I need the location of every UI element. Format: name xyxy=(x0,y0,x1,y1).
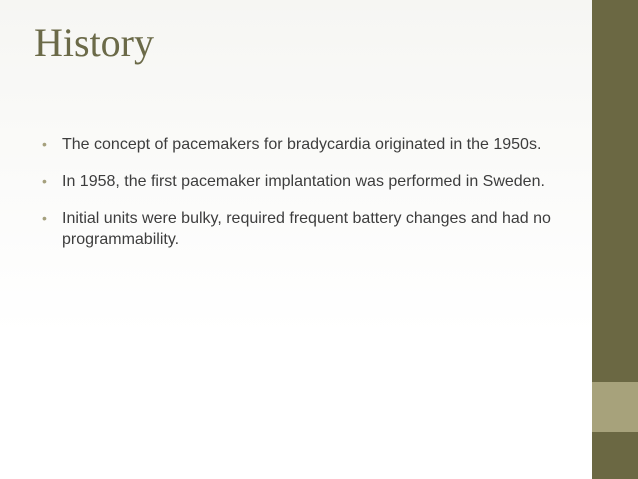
bullet-text: Initial units were bulky, required frequent battery changes and had no programmability. xyxy=(62,210,551,248)
slide-title: History xyxy=(34,20,154,65)
side-accent-block xyxy=(592,382,638,432)
bullet-dot-icon: • xyxy=(42,173,47,189)
bullet-list xyxy=(42,134,598,266)
bullet-text: In 1958, the first pacemaker implantation was performed in Sweden. xyxy=(62,173,545,190)
bullet-item xyxy=(42,208,598,250)
bullet-item xyxy=(42,171,598,192)
bullet-item xyxy=(42,134,598,155)
bullet-dot-icon: • xyxy=(42,136,47,152)
bullet-text: The concept of pacemakers for bradycardia originated in the 1950s. xyxy=(62,136,542,153)
bullet-dot-icon: • xyxy=(42,210,47,226)
